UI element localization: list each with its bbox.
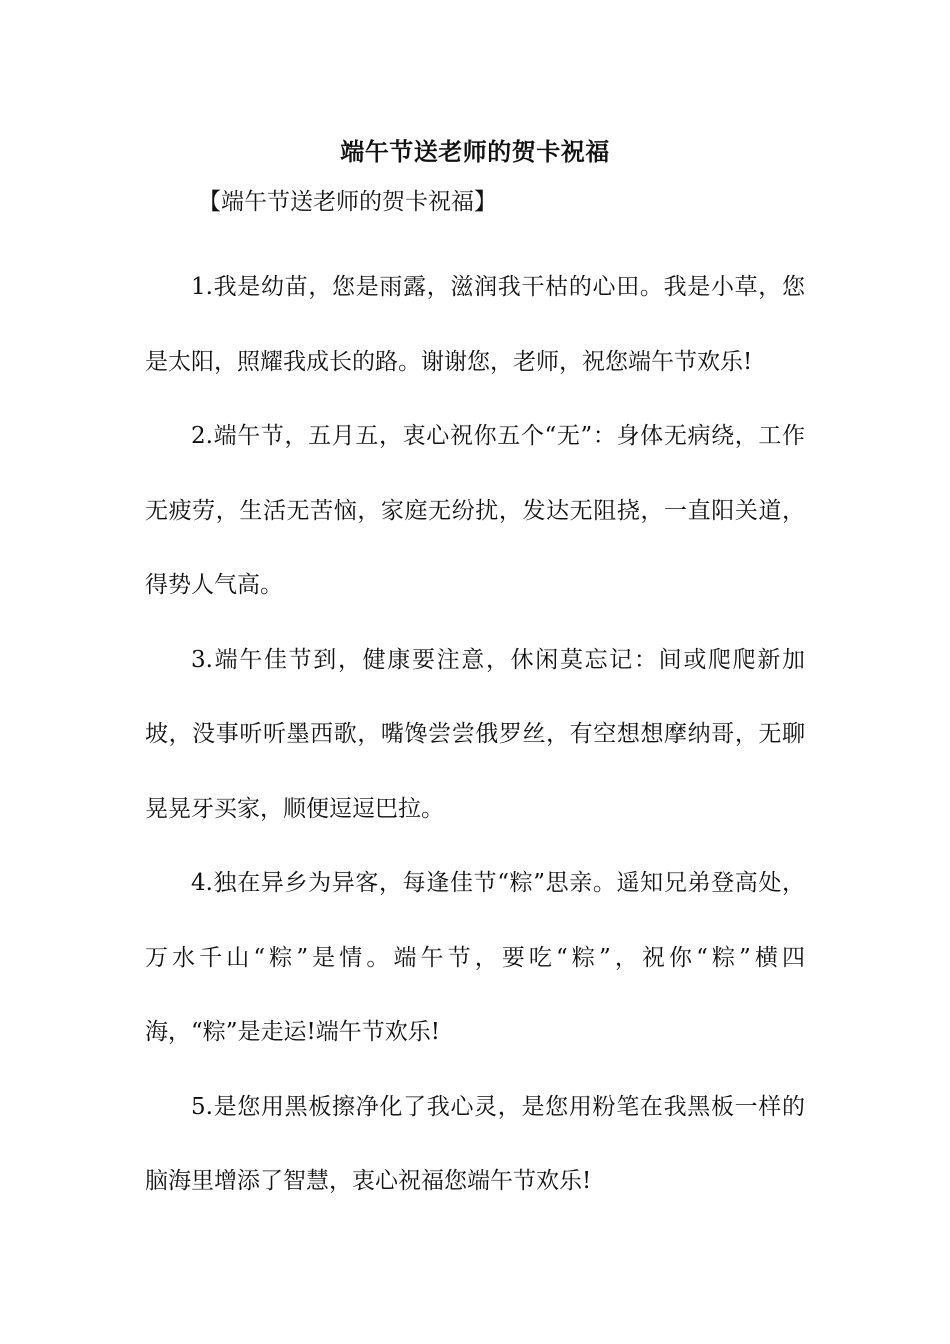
document-subheading: 【端午节送老师的贺卡祝福】 [198, 189, 497, 215]
paragraph-3: 3.端午佳节到，健康要注意，休闲莫忘记：间或爬爬新加坡，没事听听墨西歌，嘴馋尝尝俄罗丝，有空想想摩纳哥，无聊晃晃牙买家，顺便逗逗巴拉。 [145, 646, 805, 822]
paragraph-1: 1.我是幼苗，您是雨露，滋润我干枯的心田。我是小草，您是太阳，照耀我成长的路。谢谢您，老师，祝您端午节欢乐! [145, 274, 805, 375]
paragraph-5: 5.是您用黑板擦净化了我心灵，是您用粉笔在我黑板一样的脑海里增添了智慧，衷心祝福您端午节欢乐! [145, 1093, 805, 1194]
document-body [145, 250, 805, 1219]
paragraph-2: 2.端午节，五月五，衷心祝你五个“无”：身体无病绕，工作无疲劳，生活无苦恼，家庭无纷扰，发达无阻挠，一直阳关道，得势人气高。 [145, 423, 805, 598]
document-title: 端午节送老师的贺卡祝福 [340, 137, 610, 166]
paragraph-4: 4.独在异乡为异客，每逢佳节“粽”思亲。遥知兄弟登高处，万水千山“粽”是情。端午节，要吃“粽”，祝你“粽”横四海，“粽”是走运!端午节欢乐! [145, 870, 805, 1045]
